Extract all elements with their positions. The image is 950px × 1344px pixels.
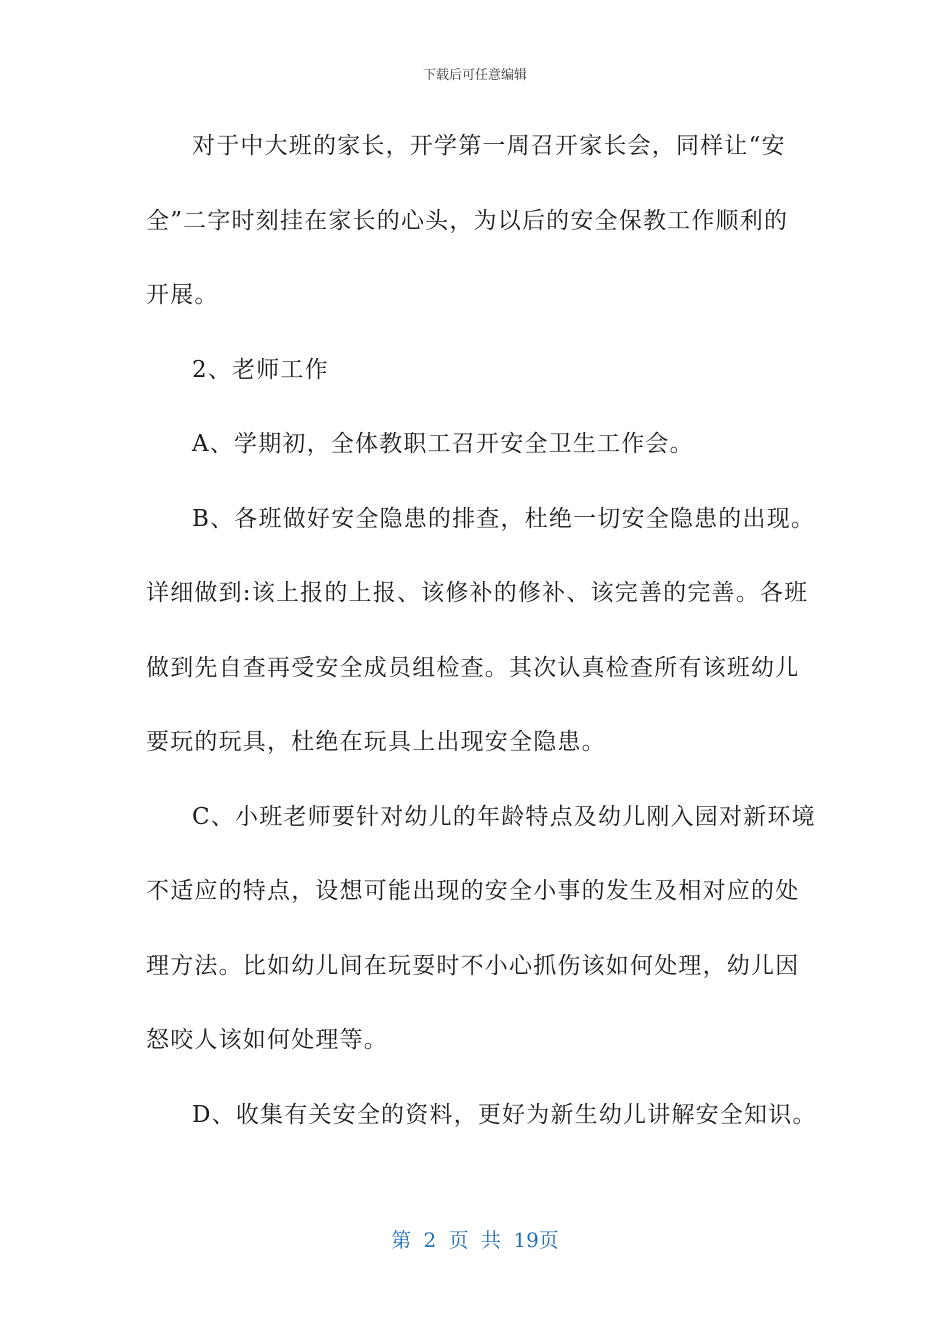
paragraph-line: 要玩的玩具，杜绝在玩具上出现安全隐患。 <box>146 729 606 755</box>
paragraph-line: 开展。 <box>146 282 219 308</box>
paragraph-line: B、各班做好安全隐患的排查，杜绝一切安全隐患的出现。 <box>192 505 816 532</box>
paragraph-line: D、收集有关安全的资料，更好为新生幼儿讲解安全知识。 <box>192 1101 817 1128</box>
paragraph-line: 怒咬人该如何处理等。 <box>146 1027 388 1053</box>
paragraph-line: 做到先自查再受安全成员组检查。其次认真检查所有该班幼儿 <box>146 654 800 681</box>
paragraph-line: 理方法。比如幼儿间在玩耍时不小心抓伤该如何处理，幼儿因 <box>146 952 800 979</box>
paragraph-line: 详细做到:该上报的上报、该修补的修补、该完善的完善。各班 <box>146 580 809 606</box>
page-header: 下载后可任意编辑 <box>422 68 527 83</box>
page-number-footer: 第 2 页 共 19页 <box>391 1228 559 1252</box>
document-body <box>146 124 817 1167</box>
section-heading: 2、老师工作 <box>192 356 329 383</box>
paragraph-line: A、学期初，全体教职工召开安全卫生工作会。 <box>192 431 694 457</box>
paragraph-line: C、小班老师要针对幼儿的年龄特点及幼儿刚入园对新环境 <box>192 803 816 830</box>
paragraph-line: 对于中大班的家长，开学第一周召开家长会，同样让“安 <box>192 133 786 159</box>
paragraph-line: 不适应的特点，设想可能出现的安全小事的发生及相对应的处 <box>146 878 800 904</box>
paragraph-line: 全”二字时刻挂在家长的心头，为以后的安全保教工作顺利的 <box>146 207 789 234</box>
